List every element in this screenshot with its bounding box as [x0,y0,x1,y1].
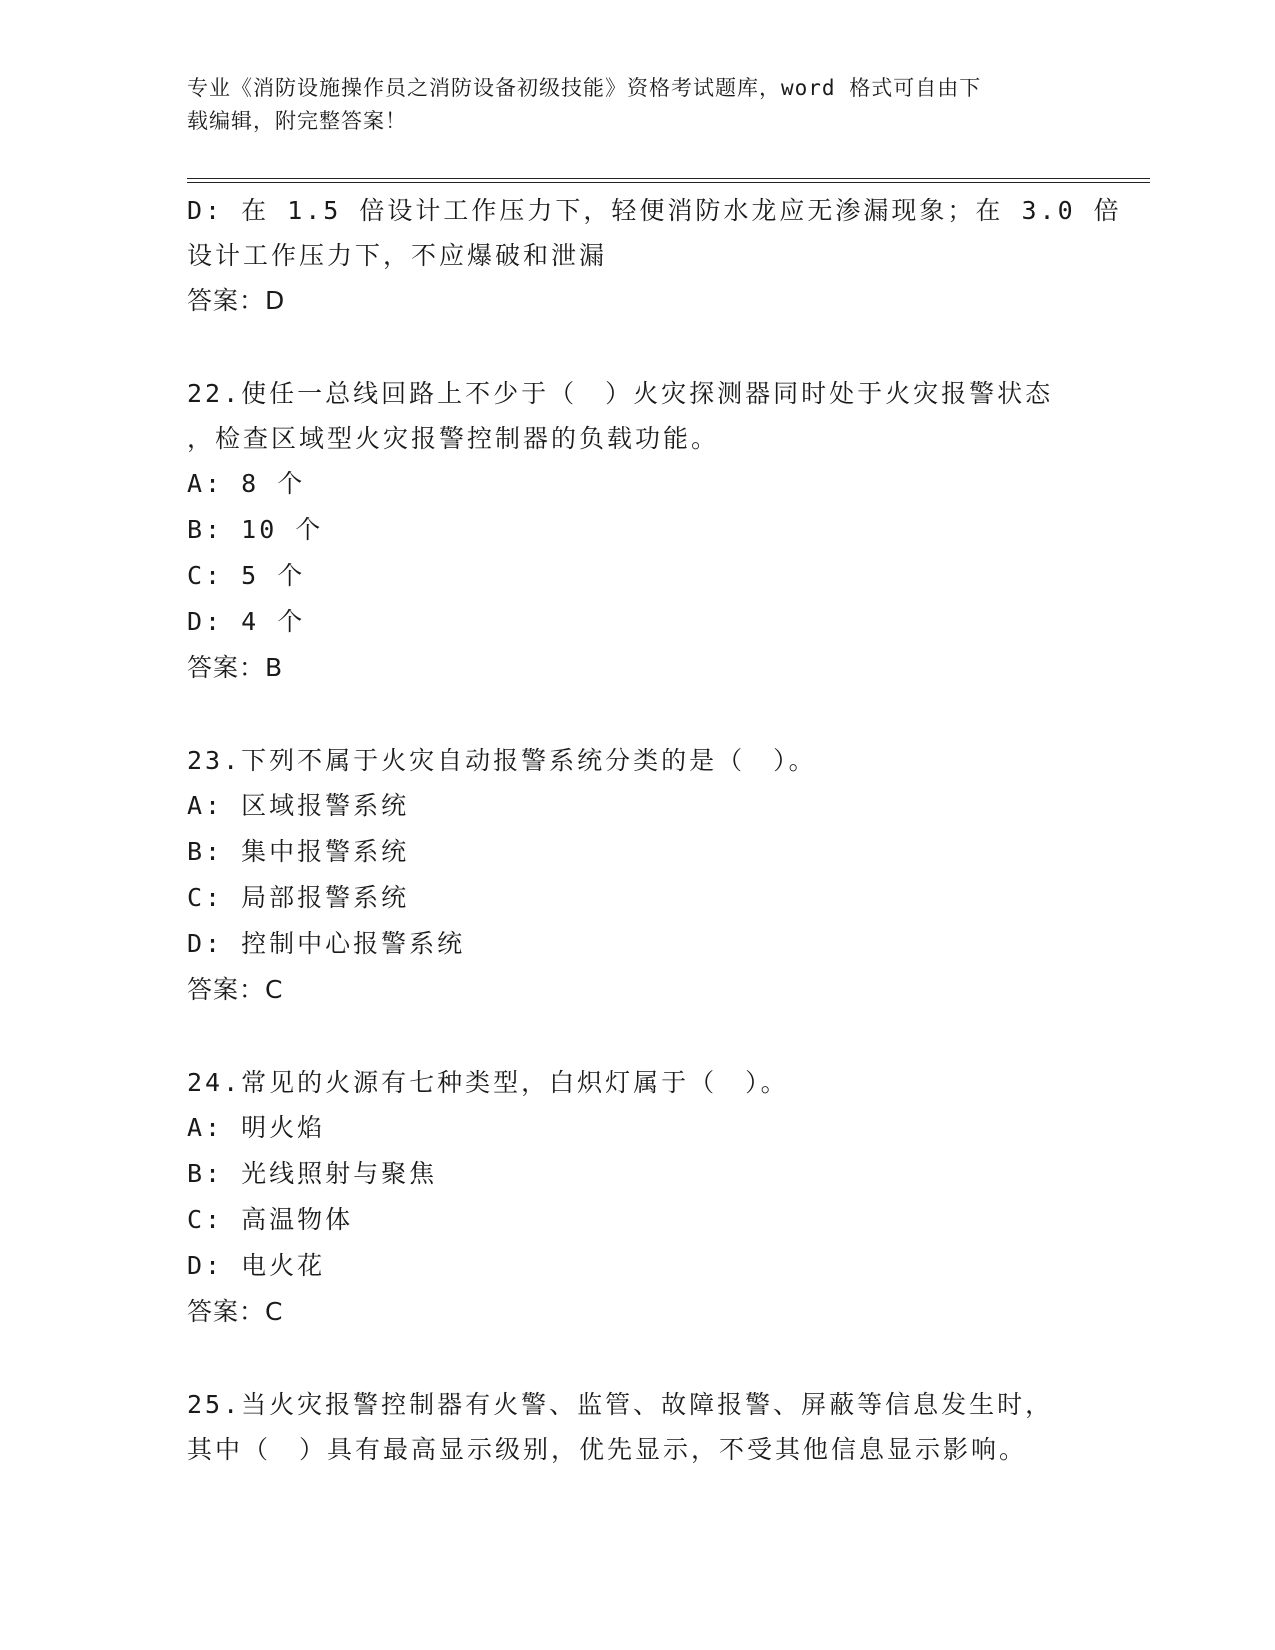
header-divider-top [187,178,1150,179]
answer-21: 答案：D [187,286,286,315]
option-d-line-2: 设计工作压力下，不应爆破和泄漏 [187,241,608,270]
question-23-option-c: C: 局部报警系统 [187,883,410,912]
question-24-option-b: B: 光线照射与聚焦 [187,1159,438,1188]
question-22-option-d: D: 4 个 [187,607,306,636]
question-24-option-a: A: 明火焰 [187,1113,326,1142]
answer-24: 答案：C [187,1297,284,1326]
spacer [187,1012,1087,1060]
question-22-option-a: A: 8 个 [187,469,306,498]
header-line-1: 专业《消防设施操作员之消防设备初级技能》资格考试题库，word 格式可自由下 [187,76,982,100]
spacer [187,690,1087,738]
question-22-stem-line-2: ，检查区域型火灾报警控制器的负载功能。 [187,424,720,453]
answer-23: 答案：C [187,975,284,1004]
answer-22: 答案：B [187,653,284,682]
question-23-option-d: D: 控制中心报警系统 [187,929,466,958]
question-block-21-tail [187,188,1122,323]
question-24-stem: 24.常见的火源有七种类型，白炽灯属于（ ）。 [187,1068,789,1097]
question-block-22 [187,371,1087,690]
question-25-stem-line-1: 25.当火灾报警控制器有火警、监管、故障报警、屏蔽等信息发生时， [187,1390,1054,1419]
question-23-option-b: B: 集中报警系统 [187,837,410,866]
question-22-stem-line-1: 22.使任一总线回路上不少于（ ）火灾探测器同时处于火灾报警状态 [187,379,1054,408]
document-body [187,188,1122,1472]
question-23-option-a: A: 区域报警系统 [187,791,410,820]
question-22-option-c: C: 5 个 [187,561,306,590]
question-25-stem-line-2: 其中（ ）具有最高显示级别，优先显示，不受其他信息显示影响。 [187,1435,1028,1464]
spacer [187,323,1087,371]
question-block-25 [187,1382,1087,1472]
option-d-line-1: D: 在 1.5 倍设计工作压力下，轻便消防水龙应无渗漏现象；在 3.0 倍 [187,196,1122,225]
document-header [187,72,1067,138]
question-23-stem: 23.下列不属于火灾自动报警系统分类的是（ ）。 [187,746,817,775]
header-divider-bottom [187,182,1150,183]
question-block-23 [187,738,1087,1012]
question-24-option-c: C: 高温物体 [187,1205,354,1234]
question-block-24 [187,1060,1087,1334]
spacer [187,1334,1087,1382]
header-line-2: 载编辑，附完整答案！ [187,109,407,133]
question-24-option-d: D: 电火花 [187,1251,326,1280]
question-22-option-b: B: 10 个 [187,515,324,544]
